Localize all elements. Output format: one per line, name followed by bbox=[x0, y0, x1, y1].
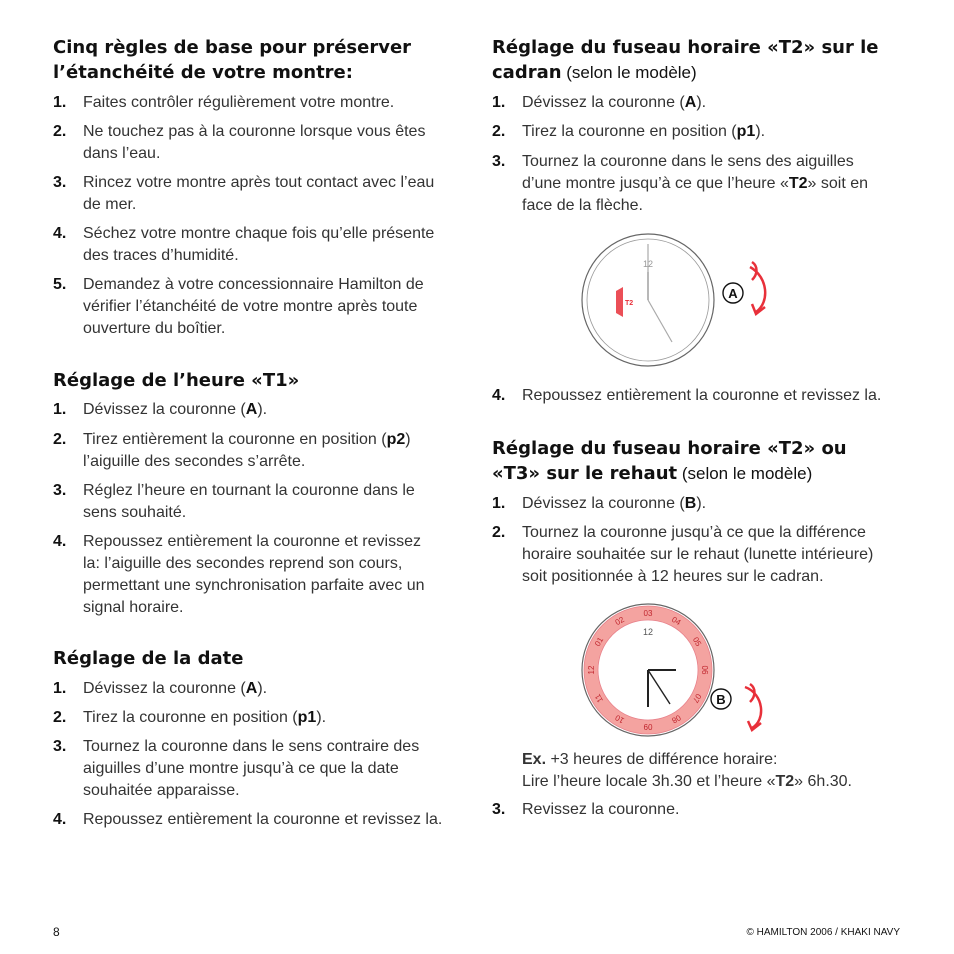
rehaut-ring-label: 01 bbox=[592, 635, 606, 648]
rehaut-ring-label: 04 bbox=[670, 614, 683, 628]
rehaut-ring-label: 03 bbox=[643, 609, 653, 618]
rehaut-ring-label: 08 bbox=[670, 712, 683, 726]
copyright: © HAMILTON 2006 / KHAKI NAVY bbox=[746, 927, 900, 938]
rehaut-ring-label: 07 bbox=[690, 692, 704, 705]
second-hand bbox=[648, 670, 670, 704]
dial-twelve-label: 12 bbox=[642, 259, 654, 269]
rehaut-ring-label: 11 bbox=[593, 692, 606, 705]
rehaut-ring-label: 05 bbox=[690, 635, 704, 648]
dial-twelve-label: 12 bbox=[642, 627, 654, 637]
section-title-date: Réglage de la date bbox=[53, 648, 244, 669]
rehaut-ring-label: 06 bbox=[700, 665, 709, 675]
rehaut-ring-label: 12 bbox=[587, 665, 596, 675]
example-note: Ex. +3 heures de différence horaire: Lire l’heure locale 3h.30 et l’heure «T2» 6h.30. bbox=[522, 751, 852, 790]
section-title-waterproof: Cinq règles de base pour préserver l’étanchéité de votre montre: bbox=[53, 37, 412, 83]
watch-rehaut-diagram bbox=[580, 602, 780, 742]
page-number: 8 bbox=[53, 925, 60, 939]
watch-dial-t2-diagram bbox=[580, 232, 780, 372]
t2-marker bbox=[616, 287, 623, 317]
section-title-t2-t3-rehaut: Réglage du fuseau horaire «T2» ou «T3» sur le rehaut (selon le modèle) bbox=[492, 438, 847, 484]
section-title-t2-dial: Réglage du fuseau horaire «T2» sur le cadran (selon le modèle) bbox=[492, 37, 879, 83]
rehaut-ring-label: 10 bbox=[613, 712, 626, 726]
rehaut-ring-label: 02 bbox=[613, 614, 626, 628]
section-title-time: Réglage de l’heure «T1» bbox=[53, 370, 300, 391]
crown-label: B bbox=[716, 692, 726, 707]
t2-label: T2 bbox=[625, 300, 634, 307]
second-hand bbox=[648, 300, 672, 342]
rotation-arrow-tail-icon bbox=[750, 684, 755, 702]
rehaut-ring-label: 09 bbox=[643, 722, 653, 731]
crown-label: A bbox=[728, 286, 738, 301]
